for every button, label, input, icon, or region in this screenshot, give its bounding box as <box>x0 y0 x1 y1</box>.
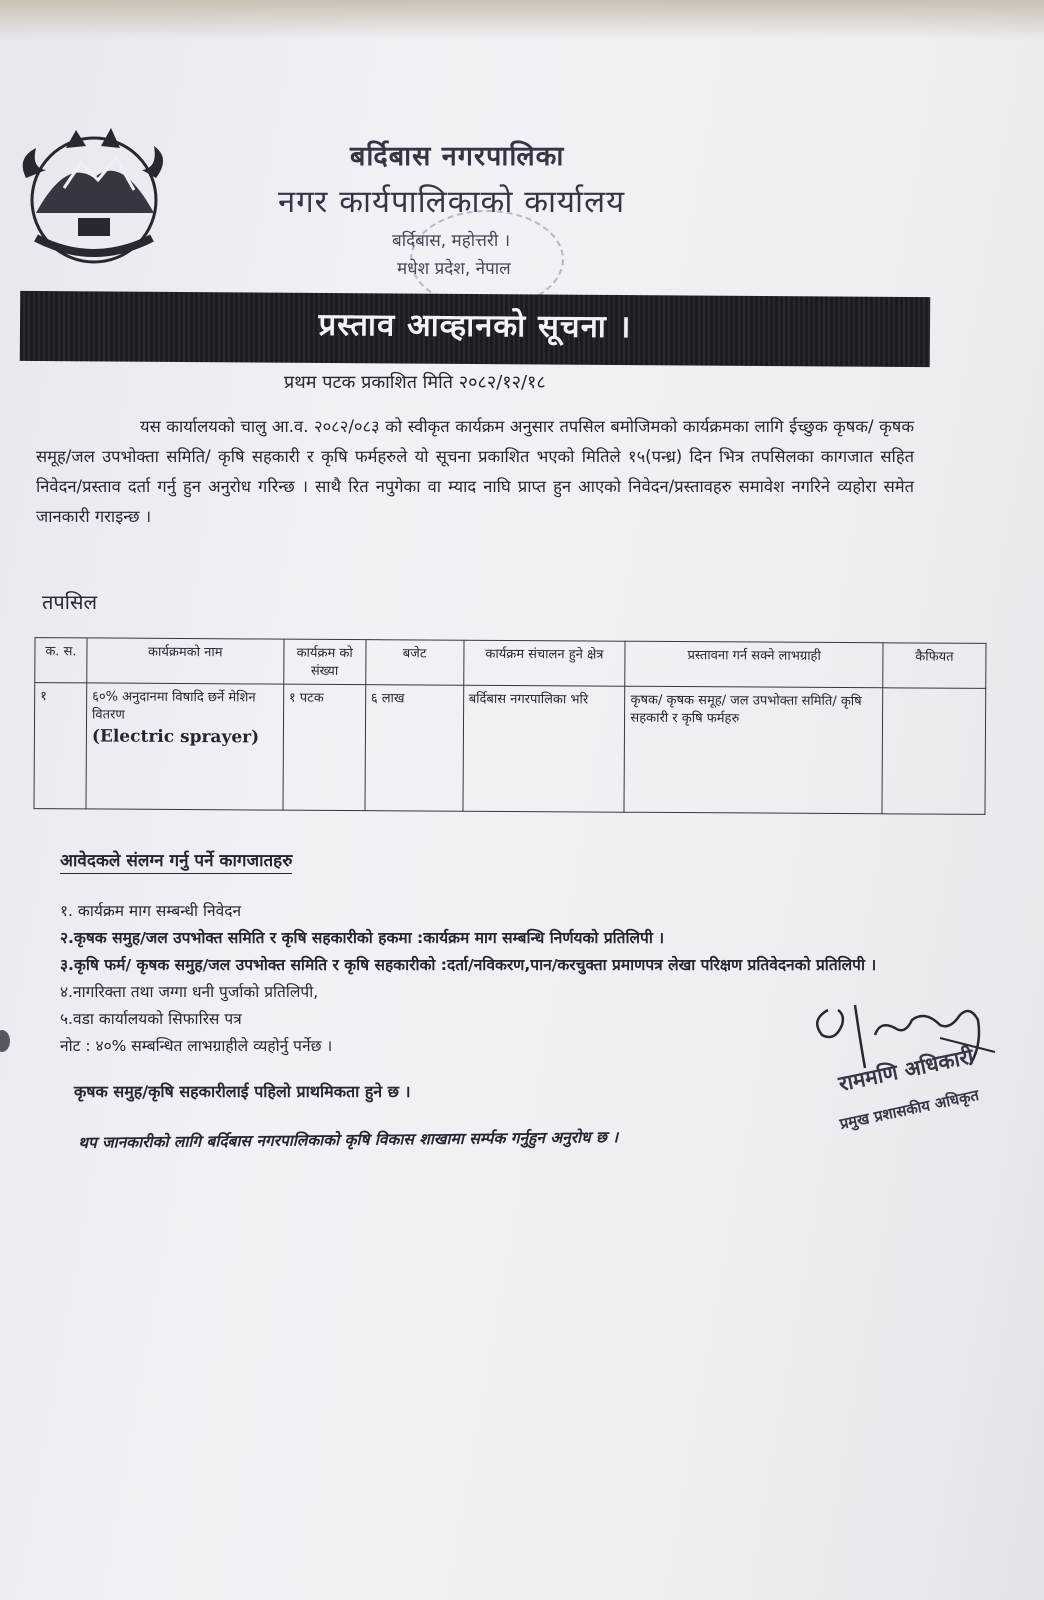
office-province: मधेश प्रदेश, नेपाल <box>397 259 511 279</box>
table-row <box>34 683 986 815</box>
col-header-program-name: कार्यक्रमको नाम <box>87 638 284 684</box>
title-banner <box>20 291 930 367</box>
notice-title: प्रस्ताव आव्हानको सूचना । <box>318 306 632 346</box>
notice-body: यस कार्यालयको चालु आ.व. २०८२/०८३ को स्वीकृत कार्यक्रम अनुसार तपसिल बमोजिमको कार्यक्रमका लागि ईच्छुक कृषक/ कृषक समूह/जल उपभोक्ता समिति/ कृषि सहकारी र कृषि फर्महरुले यो सूचना प्रकाशित भएको मितिले १५(पन्ध्र) दिन भित्र तपसिलका कागजात सहित निवेदन/प्रस्ताव दर्ता गर्नु हुन अनुरोध गरिन्छ । साथै रित नपुगेका वा म्याद नाघि प्राप्त हुन आएको निवेदन/प्रस्तावहरु समावेश नगरिने व्यहोरा समेत जानकारी गराइन्छ । <box>36 417 914 526</box>
signatory-title: प्रमुख प्रशासकीय अधिकृत <box>838 1085 981 1134</box>
program-name-np: ६०% अनुदानमा विषादि छर्ने मेशिन वितरण <box>91 689 256 723</box>
organization-name: बर्दिबास नगरपालिका <box>350 141 565 172</box>
page-edge-shadow <box>0 0 1044 40</box>
program-details-table <box>33 637 986 815</box>
required-documents-list <box>60 898 920 1060</box>
col-header-count: कार्यक्रम को संख्या <box>284 639 366 684</box>
contact-note: थप जानकारीको लागि बर्दिबास नगरपालिकाको कृषि विकास शाखामा सर्म्पक गर्नुहुन अनुरोध छ । <box>77 1128 619 1152</box>
list-item: ३.कृषि फर्म/ कृषक समुह/जल उपभोक्त समिति र कृषि सहकारीको :दर्ता/नविकरण,पान/करचुक्ता प्रमाणपत्र लेखा परिक्षण प्रतिवेदनको प्रतिलिपी । <box>60 956 877 974</box>
list-item: ५.वडा कार्यालयको सिफारिस पत्र <box>60 1010 242 1028</box>
list-item: १. कार्यक्रम माग सम्बन्धी निवेदन <box>60 902 242 920</box>
cell-beneficiaries: कृषक/ कृषक समूह/ जल उपभोक्ता समिति/ कृषि सहकारी र कृषि फर्महरु <box>624 686 882 814</box>
col-header-budget: बजेट <box>365 640 463 686</box>
table-header-row <box>35 638 986 689</box>
list-item: ४.नागरिक्ता तथा जग्गा धनी पुर्जाको प्रतिलिपी, <box>60 983 319 1001</box>
cell-budget: ६ लाख <box>365 685 464 812</box>
col-header-area: कार्यक्रम संचालन हुने क्षेत्र <box>463 640 625 686</box>
program-name-en: (Electric sprayer) <box>91 726 260 748</box>
required-documents-heading: आवेदकले संलग्न गर्नु पर्ने कागजातहरु <box>60 848 292 874</box>
signatory-name: राममणि अधिकारी <box>836 1044 976 1097</box>
col-header-sn: क. स. <box>35 638 87 683</box>
publication-date: प्रथम पटक प्रकाशित मिति २०८२/१२/१८ <box>284 372 546 393</box>
col-header-beneficiaries: प्रस्तावना गर्न सक्ने लाभग्राही <box>625 641 883 688</box>
priority-note: कृषक समुह/कृषि सहकारीलाई पहिलो प्राथमिकता हुने छ । <box>74 1082 411 1101</box>
cell-count: १ पटक <box>283 684 366 810</box>
cell-remarks <box>882 688 986 815</box>
cell-program-name <box>86 683 284 810</box>
cell-sn: १ <box>34 683 87 809</box>
col-header-remarks: कैफियत <box>883 643 986 689</box>
cell-area: बर्दिबास नगरपालिका भरि <box>463 685 626 812</box>
list-item: नोट : ४०% सम्बन्धित लाभग्राहीले व्यहोर्नु पर्नेछ । <box>60 1037 333 1055</box>
list-item: २.कृषक समुह/जल उपभोक्त समिति र कृषि सहकारीको हकमा :कार्यक्रम माग सम्बन्धि निर्णयको प्रतिलिपी । <box>60 929 665 947</box>
details-heading: तपसिल <box>42 590 98 614</box>
office-name: नगर कार्यपालिकाको कार्यालय <box>278 184 626 220</box>
office-address: बर्दिबास, महोत्तरी । <box>392 231 511 251</box>
nepal-emblem-icon <box>6 118 181 278</box>
punch-hole <box>0 1030 10 1052</box>
